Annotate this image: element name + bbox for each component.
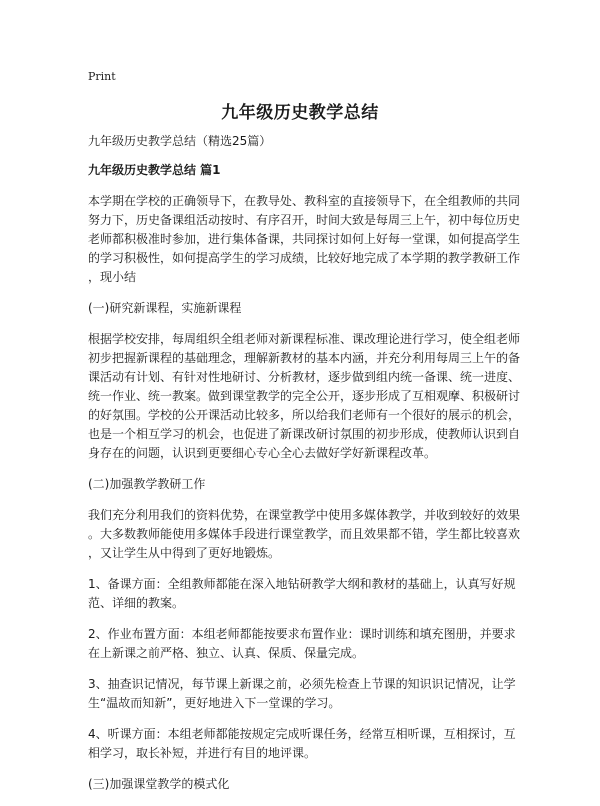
document-subtitle: 九年级历史教学总结（精选25篇） [88,134,272,148]
paragraph-line: 4、听课方面：本组老师都能按规定完成听课任务，经常互相听课，互相探讨，互 [88,727,516,741]
paragraph-line: 课活动有计划、有针对性地研讨、分析教材，逐步做到组内统一备课、统一进度、 [88,370,521,384]
paragraph-line: 2、作业布置方面：本组老师都能按要求布置作业：课时训练和填充图册，并要求 [88,627,516,641]
page-title: 九年级历史教学总结 [221,103,379,123]
print-link[interactable]: Print [88,70,116,83]
paragraph-line: 老师都积极准时参加，进行集体备课，共同探讨如何上好每一堂课，如何提高学生 [88,232,521,246]
paragraph-1 [88,192,521,287]
paragraph-line: 生“温故而知新”，更好地进入下一堂课的学习。 [88,696,341,710]
paragraph-line: 范、详细的教案。 [88,596,185,610]
paragraph-line: 的学习积极性，如何提高学生的学习成绩，比较好地完成了本学期的教学教研工作 [88,251,521,265]
subheading-2: (二)加强教学教研工作 [88,477,206,491]
paragraph-line: 统一作业、统一教案。做到课堂教学的完全公开，逐步形成了互相观摩、积极研讨 [88,389,521,403]
paragraph-line: 1、备课方面：全组教师都能在深入地钻研教学大纲和教材的基础上，认真写好规 [88,577,516,591]
paragraph-line: 。大多数教师能使用多媒体手段进行课堂教学，而且效果都不错，学生都比较喜欢 [88,527,521,541]
section-title: 九年级历史教学总结 篇1 [88,163,221,177]
paragraph-6 [88,675,518,713]
paragraph-line: ，又让学生从中得到了更好地锻炼。 [88,546,281,560]
paragraph-line: 在上新课之前严格、独立、认真、保质、保量完成。 [88,646,365,660]
paragraph-2 [88,330,521,463]
subheading-3: (三)加强课堂教学的模式化 [88,777,230,791]
document-body [88,132,521,806]
paragraph-7 [88,725,518,763]
subheading-1: (一)研究新课程，实施新课程 [88,301,242,315]
paragraph-line: 根据学校安排，每周组织全组老师对新课程标准、课改理论进行学习，使全组老师 [88,332,521,346]
paragraph-line: 也是一个相互学习的机会，也促进了新课改研讨氛围的初步形成，使教师认识到自 [88,427,521,441]
paragraph-line: 初步把握新课程的基础理念，理解新教材的基本内涵，并充分利用每周三上午的备 [88,351,521,365]
paragraph-line: 本学期在学校的正确领导下，在教导处、教科室的直接领导下，在全组教师的共同 [88,194,521,208]
paragraph-line: 身存在的问题，认识到更要细心专心全心去做好学好新课程改革。 [88,446,437,460]
paragraph-3 [88,506,521,563]
paragraph-line: 相学习，取长补短，并进行有目的地评课。 [88,746,317,760]
paragraph-line: 的好氛围。学校的公开课活动比较多，所以给我们老师有一个很好的展示的机会， [88,408,521,422]
paragraph-line: 我们充分利用我们的资料优势，在课堂教学中使用多媒体教学，并收到较好的效果 [88,508,521,522]
paragraph-4 [88,575,518,613]
paragraph-5 [88,625,518,663]
paragraph-line: ，现小结 [88,270,137,284]
paragraph-line: 努力下，历史备课组活动按时、有序召开，时间大致是每周三上午，初中每位历史 [88,213,521,227]
paragraph-line: 3、抽查识记情况，每节课上新课之前，必须先检查上节课的知识识记情况，让学 [88,677,516,691]
